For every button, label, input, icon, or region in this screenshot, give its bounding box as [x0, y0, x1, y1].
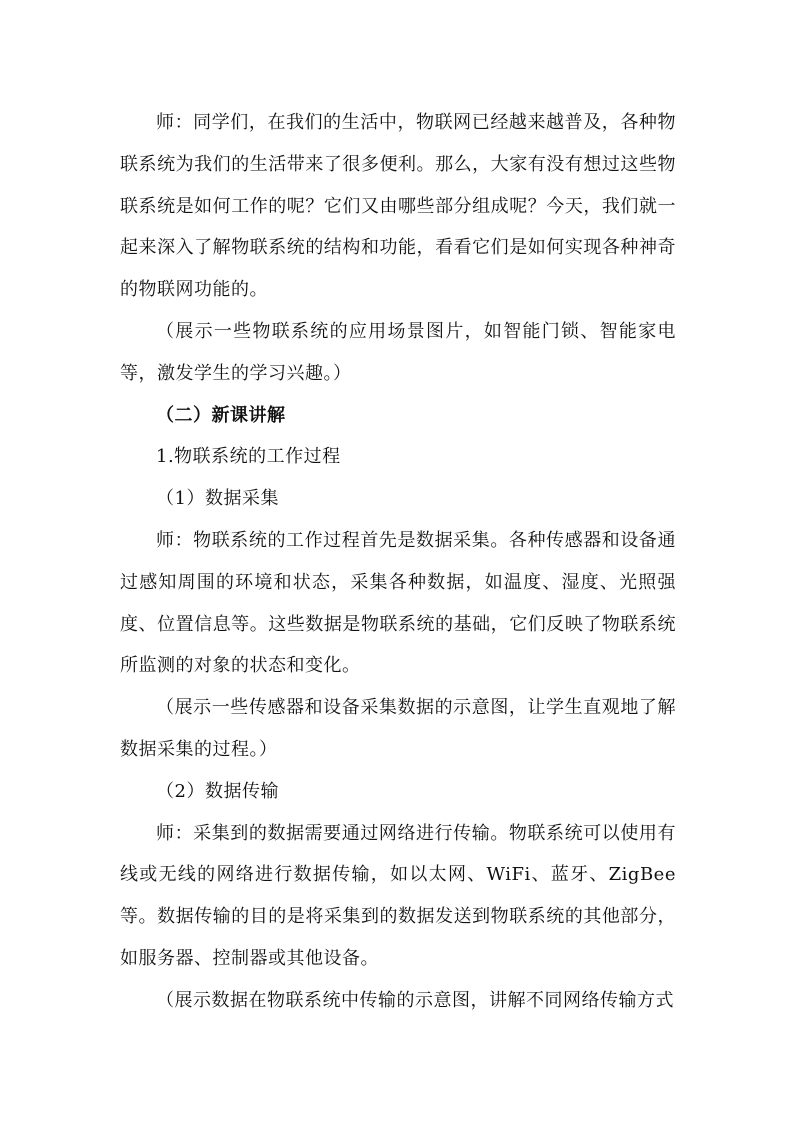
intro-note-paragraph: （展示一些物联系统的应用场景图片，如智能门锁、智能家电等，激发学生的学习兴趣。） [120, 320, 676, 384]
subsection-item-title: （2）数据传输 [156, 780, 279, 802]
intro-paragraph: 师：同学们，在我们的生活中，物联网已经越来越普及，各种物联系统为我们的生活带来了很多便利。那么，大家有没有想过这些物联系统是如何工作的呢？它们又由哪些部分组成呢？今天，我们就一起来深入了解物联系统的结构和功能，看看它们是如何实现各种神奇的物联网功能的。 [120, 112, 676, 301]
section-heading: （二）新课讲解 [156, 404, 286, 426]
subsection-item-title: （1）数据采集 [156, 488, 279, 510]
data-transmission-note-paragraph: （展示数据在物联系统中传输的示意图，讲解不同网络传输方式 [156, 989, 674, 1011]
document-body [120, 102, 676, 1022]
data-transmission-paragraph: 师：采集到的数据需要通过网络进行传输。物联系统可以使用有线或无线的网络进行数据传输，如以太网、WiFi、蓝牙、ZigBee等。数据传输的目的是将采集到的数据发送到物联系统的其他部分，如服务器、控制器或其他设备。 [120, 822, 676, 969]
subsection-title: 1.物联系统的工作过程 [156, 446, 341, 468]
data-collection-paragraph: 师：物联系统的工作过程首先是数据采集。各种传感器和设备通过感知周围的环境和状态，采集各种数据，如温度、湿度、光照强度、位置信息等。这些数据是物联系统的基础，它们反映了物联系统所监测的对象的状态和变化。 [120, 529, 676, 677]
data-collection-note-paragraph: （展示一些传感器和设备采集数据的示意图，让学生直观地了解数据采集的过程。） [120, 697, 676, 760]
